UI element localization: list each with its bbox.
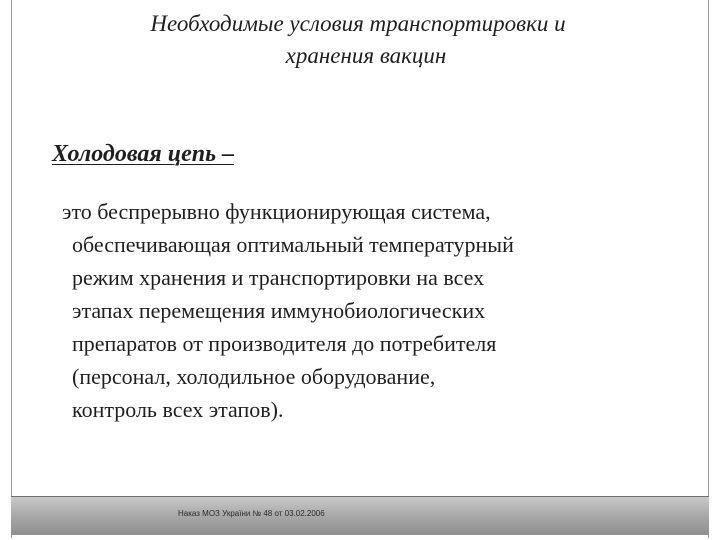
section-heading (52, 138, 234, 170)
definition-line-6: (персонал, холодильное оборудование, (72, 364, 436, 389)
definition-line-7: контроль всех этапов). (72, 397, 284, 422)
definition-line-1: это беспрерывно функционирующая система, (62, 199, 491, 224)
footer-bar (11, 496, 709, 535)
slide-title (0, 8, 720, 72)
definition-line-3: режим хранения и транспортировки на всех (72, 265, 485, 290)
slide-title-line-1: Необходимые условия транспортировки и (150, 11, 566, 36)
definition-line-4: этапах перемещения иммунобиологических (72, 298, 486, 323)
section-heading-text: Холодовая цепь – (52, 141, 235, 167)
footer-note: Наказ МОЗ України № 48 от 03.02.2006 (178, 509, 325, 518)
definition-line-5: препаратов от производителя до потребителя (72, 331, 497, 356)
definition-text (62, 195, 702, 426)
slide-title-line-2: хранения вакцин (285, 43, 447, 68)
definition-line-2: обеспечивающая оптимальный температурный (72, 232, 514, 257)
